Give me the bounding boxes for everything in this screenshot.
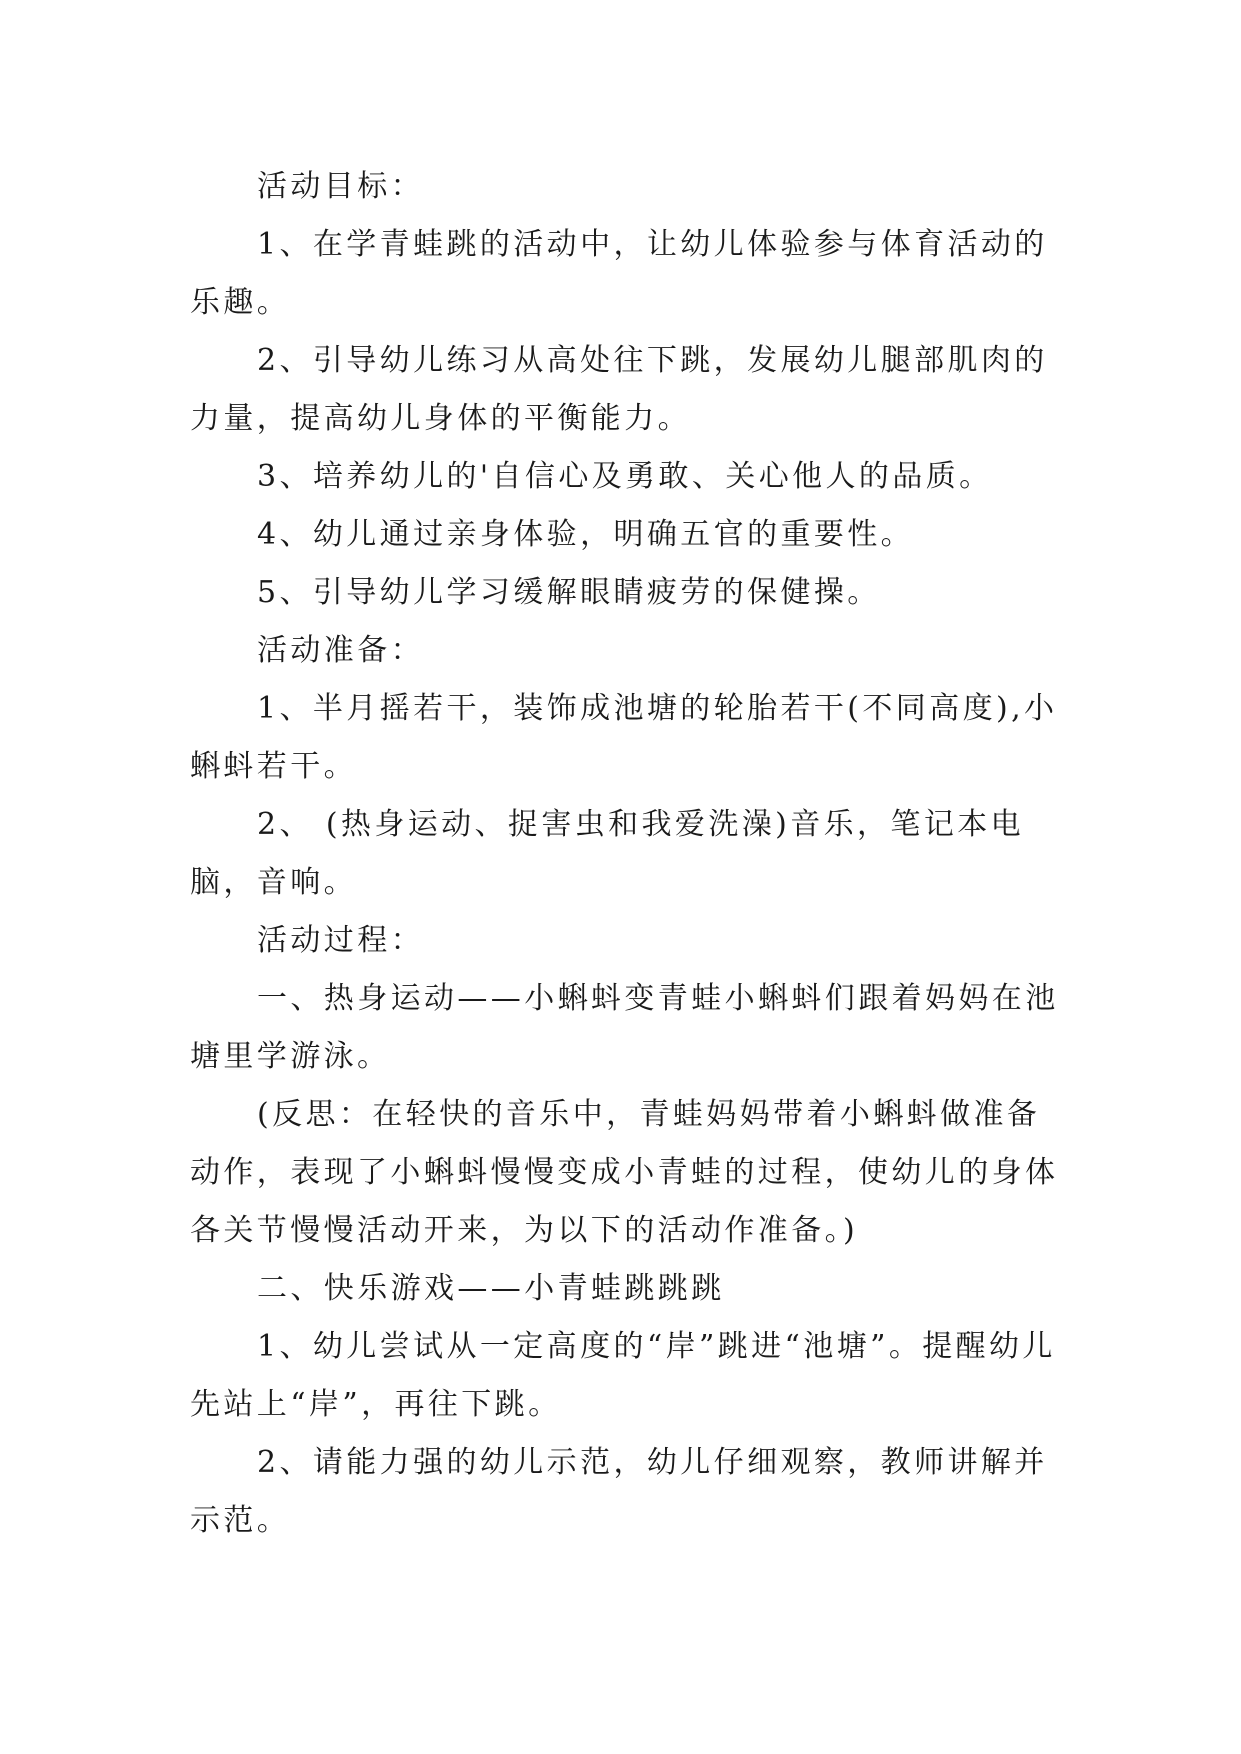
process-step-2-item-2: 2、请能力强的幼儿示范，幼儿仔细观察，教师讲解并示范。 (190, 1445, 1048, 1538)
preparation-item-2: 2、 (热身运动、捉害虫和我爱洗澡)音乐，笔记本电脑，音响。 (190, 807, 1025, 900)
process-step-1: 一、热身运动——小蝌蚪变青蛙小蝌蚪们跟着妈妈在池塘里学游泳。 (190, 981, 1059, 1074)
section-heading-goals: 活动目标： (257, 169, 424, 204)
process-reflection: (反思：在轻快的音乐中，青蛙妈妈带着小蝌蚪做准备动作，表现了小蝌蚪慢慢变成小青蛙的过程，使幼儿的身体各关节慢慢活动开来，为以下的活动作准备。) (190, 1097, 1059, 1248)
goal-item-2: 2、引导幼儿练习从高处往下跳，发展幼儿腿部肌肉的力量，提高幼儿身体的平衡能力。 (190, 343, 1048, 436)
document-body (190, 158, 1060, 1550)
preparation-item-1: 1、半月摇若干，装饰成池塘的轮胎若干(不同高度),小蝌蚪若干。 (190, 691, 1058, 784)
goal-item-1: 1、在学青蛙跳的活动中，让幼儿体验参与体育活动的乐趣。 (190, 227, 1048, 320)
process-step-2: 二、快乐游戏——小青蛙跳跳跳 (257, 1271, 725, 1306)
section-heading-preparation: 活动准备： (257, 633, 424, 668)
goal-item-5: 5、引导幼儿学习缓解眼睛疲劳的保健操。 (257, 575, 881, 610)
goal-item-4: 4、幼儿通过亲身体验，明确五官的重要性。 (257, 517, 915, 552)
section-heading-process: 活动过程： (257, 923, 424, 958)
process-step-2-item-1: 1、幼儿尝试从一定高度的“岸”跳进“池塘”。提醒幼儿先站上“岸”，再往下跳。 (190, 1329, 1056, 1422)
goal-item-3: 3、培养幼儿的'自信心及勇敢、关心他人的品质。 (257, 459, 993, 494)
